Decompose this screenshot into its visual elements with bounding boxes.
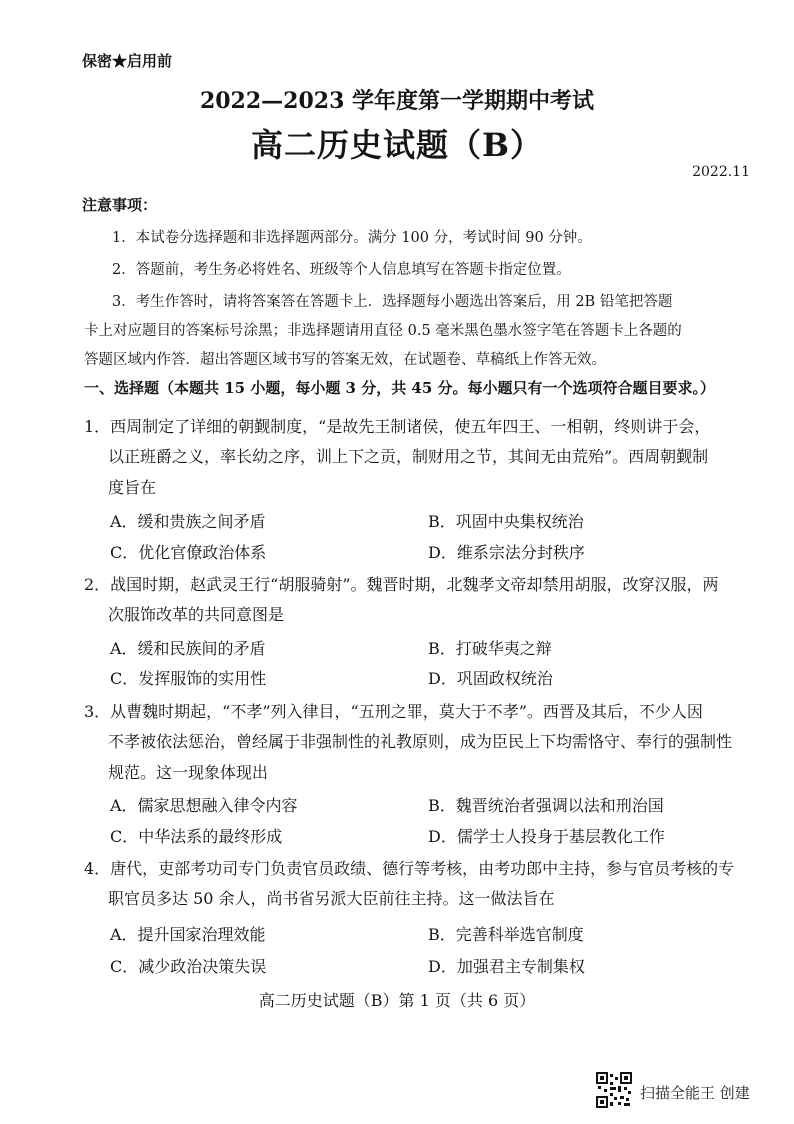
scanner-watermark: 扫描全能王 创建	[640, 1084, 750, 1102]
option-a: A．儒家思想融入律令内容	[110, 796, 298, 815]
exam-title: 2022—2023 学年度第一学期期中考试	[199, 88, 595, 114]
option-d: D．巩固政权统治	[428, 669, 553, 688]
option-c: C．中华法系的最终形成	[110, 827, 283, 846]
question-line: 1．西周制定了详细的朝觐制度，“是故先王制诸侯，使五年四王、一相朝，终则讲于会，	[84, 417, 711, 436]
option-d: D．儒学士人投身于基层教化工作	[428, 827, 665, 846]
question-line: 以正班爵之义，率长幼之序，训上下之贡，制财用之节，其间无由荒殆”。西周朝觐制	[108, 447, 709, 466]
option-c: C．发挥服饰的实用性	[110, 669, 267, 688]
question-line: 度旨在	[108, 478, 157, 497]
exam-date: 2022.11	[692, 164, 750, 180]
section-title: 一、选择题（本题共 15 小题，每小题 3 分，共 45 分。每小题只有一个选项符合题目要求。）	[84, 379, 716, 397]
option-d: D．维系宗法分封秩序	[428, 543, 585, 562]
option-b: B．完善科举选官制度	[428, 925, 584, 944]
confidential-label: 保密★启用前	[82, 52, 173, 70]
question-line: 2．战国时期，赵武灵王行“胡服骑射”。魏晋时期，北魏孝文帝却禁用胡服，改穿汉服，两	[84, 575, 719, 594]
question-line: 次服饰改革的共同意图是	[108, 605, 285, 624]
paper-title: 高二历史试题（B）	[250, 126, 544, 164]
option-a: A．缓和贵族之间矛盾	[110, 512, 266, 531]
option-c: C．减少政治决策失误	[110, 957, 267, 976]
option-c: C．优化官僚政治体系	[110, 543, 267, 562]
notice-item: 1．本试卷分选择题和非选择题两部分。满分 100 分，考试时间 90 分钟。	[112, 230, 592, 246]
page-footer: 高二历史试题（B）第 1 页（共 6 页）	[258, 991, 536, 1010]
question-line: 规范。这一现象体现出	[108, 763, 269, 782]
option-d: D．加强君主专制集权	[428, 957, 585, 976]
notice-item: 卡上对应题目的答案标号涂黑；非选择题请用直径 0.5 毫米黑色墨水签字笔在答题卡上各题的	[84, 323, 682, 339]
notice-title: 注意事项：	[82, 196, 158, 214]
option-a: A．缓和民族间的矛盾	[110, 639, 266, 658]
notice-item: 2．答题前，考生务必将姓名、班级等个人信息填写在答题卡指定位置。	[112, 262, 571, 278]
option-b: B．魏晋统治者强调以法和刑治国	[428, 796, 664, 815]
notice-item: 答题区域内作答．超出答题区域书写的答案无效，在试题卷、草稿纸上作答无效。	[84, 352, 606, 368]
question-line: 职官员多达 50 余人，尚书省另派大臣前往主持。这一做法旨在	[108, 889, 555, 908]
notice-item: 3．考生作答时，请将答案答在答题卡上．选择题每小题选出答案后，用 2B 铅笔把答题	[112, 294, 673, 310]
question-line: 3．从曹魏时期起，“不孝”列入律目，“五刑之罪，莫大于不孝”。西晋及其后，不少人因	[84, 702, 703, 721]
option-a: A．提升国家治理效能	[110, 925, 266, 944]
option-b: B．打破华夷之辩	[428, 639, 552, 658]
qr-code-icon	[596, 1072, 632, 1108]
option-b: B．巩固中央集权统治	[428, 512, 584, 531]
question-line: 不孝被依法惩治，曾经属于非强制性的礼教原则，成为臣民上下均需恪守、奉行的强制性	[108, 732, 733, 751]
question-line: 4．唐代，吏部考功司专门负责官员政绩、德行等考核，由考功郎中主持，参与官员考核的专	[84, 859, 735, 878]
